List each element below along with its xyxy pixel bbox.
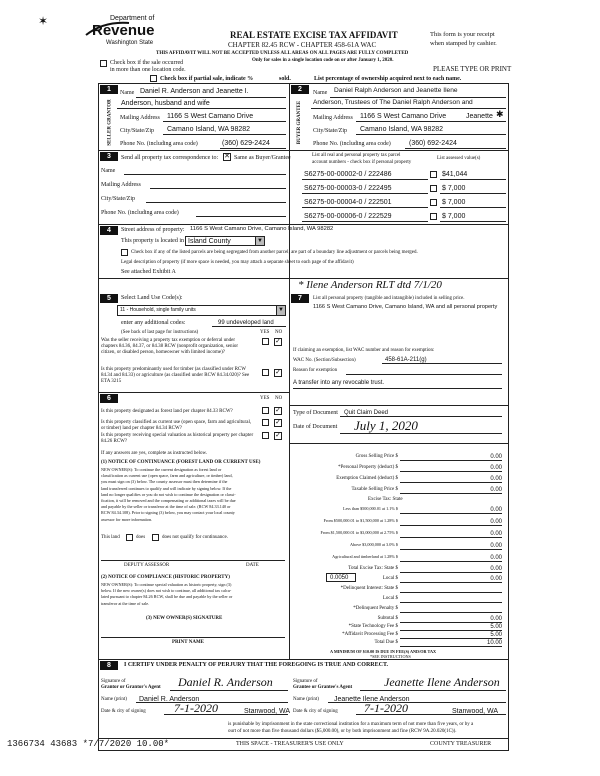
penalty-field[interactable]: [400, 604, 502, 613]
reason-value: A transfer into any revocable trust.: [293, 380, 385, 386]
buyer-name-label: Name: [313, 90, 328, 96]
taxable-price-value: 0.00: [490, 487, 502, 493]
perjury-note-2: ourt of not more than five thousand dollars ($5,000.00), or by both imprisonment and fine (RCW 9A.20.020(1C)).: [228, 729, 457, 734]
grantor-date: 7-1-2020: [174, 701, 218, 715]
grantor-city: Stanwood, WA: [244, 708, 291, 715]
see-back: (See back of last page for instructions): [121, 330, 199, 335]
tax-computation: [290, 448, 508, 658]
see-instructions: *SEE INSTRUCTIONS: [370, 654, 411, 659]
notice-compliance-title: (2) NOTICE OF COMPLIANCE (HISTORIC PROPERTY): [101, 575, 230, 580]
total-due-label: Total Due $: [374, 640, 398, 645]
land-use-value: 11 - Household, single family units: [120, 307, 196, 313]
does-not-checkbox[interactable]: [152, 534, 159, 541]
buyer-phone: (360) 692-2424: [409, 140, 457, 147]
bracket-label: From $500,000.01 to $1,500,000 at 1.28% $: [323, 518, 398, 523]
section-2-number: 2: [291, 85, 309, 94]
notice-continuance-title: (1) NOTICE OF CONTINUANCE (FOREST LAND OR CURRENT USE): [101, 460, 261, 465]
grantor-name-label: Name (print): [101, 697, 127, 702]
legal-label: Legal description of property (if more space is needed, you may attach a separate sheet to each page of the affidavit): [121, 260, 354, 265]
assessed-value: $ 7,000: [442, 213, 466, 220]
personal-deduct-field[interactable]: [400, 463, 502, 472]
notice-continuance-text: [101, 467, 289, 523]
multi-location-checkbox[interactable]: [100, 60, 107, 67]
multi-location-label-2: in more than one location code.: [110, 67, 186, 73]
handwritten-note: * Ilene Anderson RLT dtd 7/1/20: [298, 279, 442, 291]
bracket-value: 0.00: [490, 507, 502, 513]
bracket-field[interactable]: [400, 553, 502, 562]
see-exhibit: See attached Exhibit A: [121, 269, 176, 275]
section-6-number: 6: [100, 394, 118, 403]
exemption-deduct-label: Exemption Claimed (deduct) $: [336, 476, 398, 481]
parcel-row: [296, 196, 508, 210]
this-land-label: This land: [101, 535, 120, 540]
gross-price-label: Gross Selling Price $: [355, 454, 398, 459]
parcel-header-2: account numbers - check box if personal property: [312, 160, 412, 165]
segregated-label: Check box if any of the listed parcels are being segregated from another parcel, are part of a boundary line adjustment or parcels being merged.: [131, 250, 418, 255]
timber-no-checkbox[interactable]: ✓: [275, 369, 281, 376]
notice-line: fication, it will be removed and the compensating or additional taxes will be due: [101, 498, 236, 504]
buyer-mailing-note: Jeanette: [466, 113, 493, 120]
grantor-sig-label-2: Grantor or Grantor's Agent: [101, 685, 161, 690]
forest-question: Is this property designated as forest land per chapter 84.33 RCW?: [101, 409, 233, 414]
seller-phone-label: Phone No. (including area code): [120, 141, 198, 147]
total-state-value: 0.00: [490, 566, 502, 572]
form-warning: THIS AFFIDAVIT WILL NOT BE ACCEPTED UNLESS ALL AREAS ON ALL PAGES ARE FULLY COMPLETED: [156, 51, 409, 56]
total-state-field[interactable]: [400, 564, 502, 573]
parcel-header-1: List all real and personal property tax parcel: [312, 153, 401, 158]
gross-price-field[interactable]: [400, 452, 502, 461]
print-name-label: PRINT NAME: [172, 640, 204, 645]
agency-line3: Washington State: [106, 40, 154, 46]
grantee-name: Jeanette Ilene Anderson: [334, 696, 410, 703]
affidavit-fee-value: 5.00: [490, 632, 502, 638]
segregated-checkbox[interactable]: [121, 249, 128, 256]
personal-deduct-label: *Personal Property (deduct) $: [338, 465, 398, 470]
assessed-value: $ 7,000: [442, 185, 466, 192]
divider: [98, 392, 289, 393]
grantor-date-label: Date & city of signing: [101, 709, 146, 714]
no-header: NO: [275, 330, 283, 335]
dor-logo: [84, 13, 174, 47]
corr-name-field[interactable]: [124, 166, 286, 175]
section-5-number: 5: [100, 294, 118, 303]
divider: [289, 443, 509, 444]
notice-line: and payable by the seller or transferor at the time of sale. (RCW 84.33.140 or: [101, 504, 231, 510]
asterisk-icon: ✱: [496, 109, 504, 119]
section-1-number: 1: [100, 85, 118, 94]
forest-yes-checkbox[interactable]: [262, 407, 269, 414]
interest-state-label: *Delinquent Interest: State $: [340, 586, 398, 591]
treasurer-space: THIS SPACE - TREASURER'S USE ONLY: [236, 741, 344, 747]
total-due-value: 10.00: [486, 640, 502, 646]
grantee-city: Stanwood, WA: [452, 708, 499, 715]
street-address: 1166 S West Camano Drive, Camano Island, WA 98282: [190, 226, 334, 232]
grantee-date-label: Date & city of signing: [293, 709, 338, 714]
corr-phone-label: Phone No. (including area code): [101, 210, 179, 216]
corr-name-label: Name: [101, 168, 116, 174]
exemption-deduct-field[interactable]: [400, 474, 502, 483]
yes-header: YES: [260, 396, 270, 401]
perjury-note-1: is punishable by imprisonment in the state correctional institution for a maximum term of not more than five years, or by a: [228, 722, 474, 727]
corr-mailing-label: Mailing Address: [101, 182, 141, 188]
assessed-header: List assessed value(s): [437, 156, 481, 161]
county-value: Island County: [188, 238, 231, 245]
notice-compliance-text: [101, 582, 289, 607]
corr-city-field[interactable]: [146, 194, 286, 203]
parcel-row: [296, 210, 508, 224]
bracket-label: Agricultural and timberland at 1.28% $: [332, 554, 398, 559]
notice-line: transferor at the time of sale.: [101, 600, 150, 606]
personal-property-checkbox[interactable]: [430, 185, 437, 192]
penalty-label: *Delinquent Penalty $: [353, 606, 398, 611]
if-yes-note: If any answers are yes, complete as instructed below.: [101, 451, 208, 456]
bracket-value: 0.00: [490, 531, 502, 537]
doc-date-value: July 1, 2020: [354, 418, 418, 433]
certify-text: I CERTIFY UNDER PENALTY OF PERJURY THAT THE FOREGOING IS TRUE AND CORRECT.: [124, 662, 389, 668]
receipt-note-2: when stamped by cashier.: [430, 40, 497, 47]
bracket-label: From $1,500,000.01 to $3,000,000 at 2.75% $: [320, 530, 398, 535]
notice-line: below. If the new owner(s) does not wish to continue, all additional tax calcu-: [101, 588, 232, 594]
buyer-city: Camano Island, WA 98282: [360, 126, 444, 133]
seller-name: Daniel R. Anderson and Jeanette I.: [140, 88, 249, 95]
form-title: REAL ESTATE EXCISE TAX AFFIDAVIT: [230, 30, 398, 40]
seller-name-label: Name: [120, 90, 135, 96]
total-state-label: Total Excise Tax: State $: [348, 566, 398, 571]
notice-line: lated pursuant to chapter 84.26 RCW, shall be due and payable by the seller or: [101, 594, 233, 600]
receipt-stamp: 1366734 43683 *7/7/2020 10.00*: [7, 739, 170, 749]
subtotal-label: Subtotal $: [377, 616, 398, 621]
new-owner-sig-label: (3) NEW OWNER(S) SIGNATURE: [146, 616, 223, 621]
corr-mailing-field[interactable]: [150, 180, 286, 189]
grantee-signature: Jeanette Ilene Anderson: [384, 675, 500, 689]
divider: [289, 405, 509, 406]
minimum-note: A MINIMUM OF $10.00 IS DUE IN FEE(S) AND/OR TAX: [330, 649, 437, 654]
notice-line: NEW OWNER(S): To continue special valuation as historic property, sign (3): [101, 582, 232, 587]
subtotal-value: 0.00: [490, 616, 502, 622]
personal-prop-label: List all personal property (tangible and intangible) included in selling price.: [313, 296, 465, 301]
ownership-note: List percentage of ownership acquired next to each name.: [314, 76, 462, 82]
exemption-yes-checkbox[interactable]: [262, 338, 269, 345]
seller-city: Camano Island, WA 98282: [167, 126, 251, 133]
tax-corr-label: Send all property tax correspondence to:: [121, 155, 219, 161]
sold-label: sold.: [279, 76, 291, 82]
print-note: PLEASE TYPE OR PRINT: [433, 65, 512, 73]
reason-field-2[interactable]: [293, 385, 502, 389]
gross-price-value: 0.00: [490, 454, 502, 460]
receipt-note-1: This form is your receipt: [430, 31, 495, 38]
divider: [98, 224, 509, 225]
tech-fee-label: *State Technology Fee $: [348, 624, 398, 629]
grantor-name: Daniel R. Anderson: [139, 696, 200, 703]
parcel-number: S6275-00-00003-0 / 222495: [304, 185, 392, 192]
does-label: does: [136, 535, 146, 540]
bracket-label: Less than $500,000.01 at 1.1% $: [343, 506, 398, 511]
historic-yes-checkbox[interactable]: [262, 432, 269, 439]
personal-property-checkbox[interactable]: [430, 213, 437, 220]
personal-deduct-value: 0.00: [490, 465, 502, 471]
interest-local-field[interactable]: [400, 594, 502, 603]
buyer-side-label-text: BUYER GRANTEE: [297, 100, 303, 145]
grantor-signature: Daniel R. Anderson: [178, 675, 273, 689]
street-label: Street address of property:: [121, 227, 185, 233]
bracket-field[interactable]: [400, 517, 502, 526]
additional-codes-label: enter any additional codes:: [121, 320, 186, 326]
bracket-field[interactable]: [400, 541, 502, 550]
historic-no-checkbox[interactable]: ✓: [275, 432, 281, 439]
parcel-number: S6275-00-00004-0 / 222501: [304, 199, 392, 206]
personal-property-checkbox[interactable]: [430, 171, 437, 178]
bracket-field[interactable]: [400, 529, 502, 538]
seller-mailing-label: Mailing Address: [120, 115, 160, 121]
form-chapter: CHAPTER 82.45 RCW - CHAPTER 458-61A WAC: [228, 41, 377, 49]
notice-line: classification as current use (open space, farm and agriculture, or timber) land,: [101, 473, 233, 479]
exemption-no-checkbox[interactable]: ✓: [275, 338, 281, 345]
partial-sale-label: Check box if partial sale, indicate %: [160, 76, 254, 82]
seller-phone: (360) 629-2424: [222, 140, 270, 147]
date-label: DATE: [246, 563, 259, 568]
print-name-line: [101, 637, 285, 638]
section-4-number: 4: [100, 226, 118, 235]
current-use-yes-checkbox[interactable]: [262, 419, 269, 426]
local-label: Local $: [382, 576, 398, 581]
current-use-question: Is this property classified as current use (open space, farm and agricultural, or timber) land per chapter 84.34 RCW?: [101, 420, 252, 431]
buyer-name-cont: Anderson, Trustees of The Daniel Ralph Anderson and: [313, 99, 473, 106]
historic-question: Is this property receiving special valuation as historical property per chapter 84.26 RCW?: [101, 433, 254, 444]
bracket-label: Above $3,000,000 at 3.0% $: [349, 542, 398, 547]
multi-location-label-1: Check box if the sale occurred: [110, 60, 184, 66]
seller-mailing: 1166 S West Camano Drive: [167, 113, 254, 120]
additional-codes: 99 undeveloped land: [218, 320, 274, 326]
taxable-price-label: Taxable Selling Price $: [351, 487, 398, 492]
taxable-price-field[interactable]: [400, 485, 502, 494]
parcel-number: S6275-00-00002-0 / 222486: [304, 171, 392, 178]
does-not-label: does not qualify for continuance.: [162, 535, 228, 540]
land-use-label: Select Land Use Code(s):: [121, 295, 183, 301]
section-3-number: 3: [100, 152, 118, 161]
grantee-sig-label-2: Grantee or Grantee's Agent: [293, 685, 353, 690]
no-header: NO: [275, 396, 283, 401]
wac-label: WAC No. (Section/Subsection): [293, 358, 356, 363]
exemption-deduct-value: 0.00: [490, 476, 502, 482]
bracket-value: 0.00: [490, 519, 502, 525]
same-as-buyer-checkbox[interactable]: ✕: [224, 153, 230, 160]
local-rate-value: 0.0050: [330, 575, 349, 581]
buyer-phone-label: Phone No. (including area code): [313, 141, 391, 147]
notice-line: you must sign on (3) below. The county assessor must then determine if the: [101, 479, 228, 485]
buyer-mailing: 1166 S West Camano Drive: [360, 113, 447, 120]
reason-label: Reason for exemption: [293, 368, 338, 373]
buyer-name: Daniel Ralph Anderson and Jeanette Ilene: [334, 87, 458, 94]
wac-value: 458-61A-211(g): [385, 357, 427, 363]
seller-city-label: City/State/Zip: [120, 128, 154, 134]
current-use-no-checkbox[interactable]: ✓: [275, 419, 281, 426]
affidavit-fee-label: *Affidavit Processing Fee $: [342, 632, 398, 637]
grantee-name-label: Name (print): [293, 697, 319, 702]
notice-line: RCW 84.34.108). Prior to signing (3) below, you may contact your local county: [101, 510, 235, 516]
doc-type-value: Quit Claim Deed: [344, 410, 389, 416]
does-checkbox[interactable]: [126, 534, 133, 541]
forest-no-checkbox[interactable]: ✓: [275, 407, 281, 414]
assessed-value: $41,044: [442, 171, 468, 178]
grantor-sig-label-1: Signature of: [101, 679, 126, 684]
interest-state-field[interactable]: [400, 584, 502, 593]
grantee-sig-label-1: Signature of: [293, 679, 318, 684]
doc-date-label: Date of Document: [293, 424, 338, 430]
personal-property-checkbox[interactable]: [430, 199, 437, 206]
tech-fee-value: 5.00: [490, 624, 502, 630]
personal-prop-value: 1166 S West Camano Drive, Camano Island, WA and all personal property: [313, 304, 498, 310]
divider: [98, 659, 509, 660]
local-field[interactable]: [400, 574, 502, 583]
chevron-down-icon[interactable]: ▼: [255, 236, 265, 246]
section-8-number: 8: [100, 661, 118, 670]
buyer-side-label: [292, 100, 306, 148]
local-value: 0.00: [490, 576, 502, 582]
parcel-row: [296, 182, 508, 196]
yes-header: YES: [260, 330, 270, 335]
exemption-label: If claiming an exemption, list WAC number and reason for exemption:: [293, 348, 435, 353]
seller-name-cont: Anderson, husband and wife: [121, 100, 210, 107]
interest-local-label: Local $: [382, 596, 398, 601]
divider: [98, 150, 509, 151]
timber-question: Is this property predominantly used for timber (as classified under RCW 84.34 and 84.33) or agriculture (as classified under RCW 84.34.020)? See ETA 3215: [101, 367, 250, 384]
buyer-mailing-label: Mailing Address: [313, 115, 353, 121]
agency-line1: Department of: [110, 15, 155, 22]
same-as-buyer-label: Same as Buyer/Grantee: [234, 155, 291, 161]
deputy-label: DEPUTY ASSESSOR: [124, 563, 170, 568]
assessed-value: $ 7,000: [442, 199, 466, 206]
corr-phone-field[interactable]: [196, 208, 286, 217]
agency-name: Revenue: [92, 22, 155, 39]
chevron-down-icon[interactable]: ▼: [276, 305, 286, 316]
doc-type-label: Type of Document: [293, 410, 338, 416]
seller-side-label-text: SELLER GRANTOR: [107, 99, 113, 146]
parcel-number: S6275-00-00006-0 / 222529: [304, 213, 392, 220]
grantee-date: 7-1-2020: [364, 701, 408, 715]
bracket-value: 0.00: [490, 543, 502, 549]
parcel-list: [296, 168, 508, 224]
corr-city-label: City/State/Zip: [101, 196, 135, 202]
notice-line: assessor for more information.: [101, 516, 153, 522]
notice-line: land no longer qualifies or you do not wish to continue the designation or classi-: [101, 491, 236, 497]
mark: ✶: [38, 14, 49, 28]
deputy-sig-line: [101, 560, 285, 561]
section-7-number: 7: [291, 294, 309, 303]
bracket-field[interactable]: [400, 505, 502, 514]
seller-side-label: [101, 100, 115, 148]
parcel-row: [296, 168, 508, 182]
reason-field[interactable]: [346, 366, 502, 375]
excise-state-label: Excise Tax: State: [368, 497, 403, 502]
partial-sale-checkbox[interactable]: [150, 75, 157, 82]
notice-line: land transferred continues to qualify and will indicate by signing below. If the: [101, 485, 232, 491]
bracket-value: 0.00: [490, 555, 502, 561]
buyer-city-label: City/State/Zip: [313, 128, 347, 134]
notice-line: NEW OWNER(S): To continue the current designation as forest land or: [101, 467, 222, 472]
exemption-question: Was the seller receiving a property tax exemption or deferral under chapters 84.36, 84.37, or 84.38 RCW (nonprofit organization, senior citizen, or disabled person, homeowner with limited income)?: [101, 338, 239, 355]
form-note: Only for sales in a single location code on or after January 1, 2020.: [252, 58, 394, 63]
county-treasurer: COUNTY TREASURER: [430, 741, 492, 747]
timber-yes-checkbox[interactable]: [262, 369, 269, 376]
county-label: This property is located in: [121, 238, 184, 244]
